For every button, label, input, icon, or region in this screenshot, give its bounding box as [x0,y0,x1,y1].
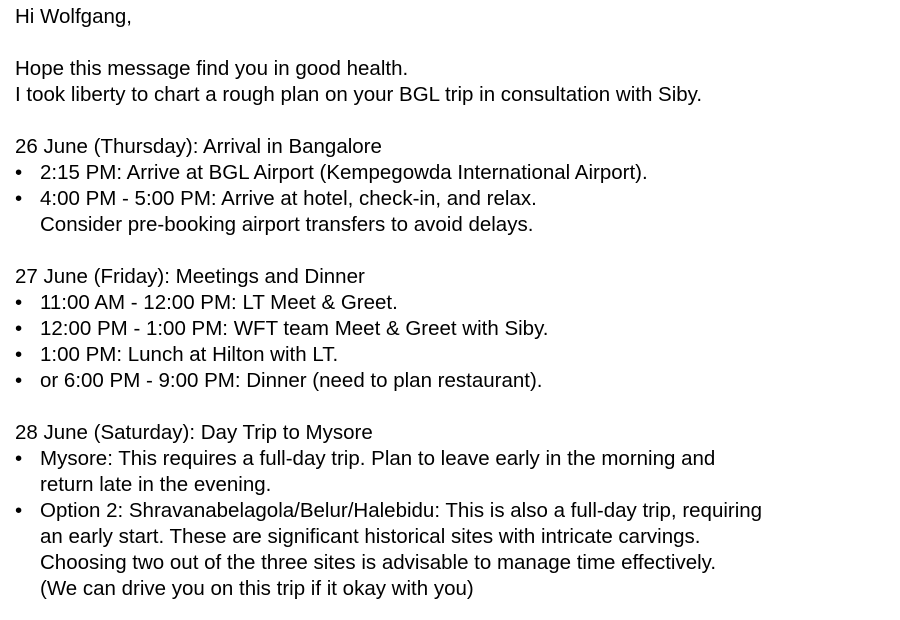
bullet-icon: • [15,317,23,340]
bullet-icon: • [15,343,23,366]
spacer [15,108,900,134]
day-section-28-june [15,420,900,602]
spacer [15,238,900,264]
list-item [15,186,900,212]
list-item [15,498,900,602]
list-item [15,368,900,394]
day-heading: 26 June (Thursday): Arrival in Bangalore [15,135,382,158]
list-item-text: Option 2: Shravanabelagola/Belur/Halebidu: This is also a full-day trip, requiring [40,499,763,522]
list-item-text: 12:00 PM - 1:00 PM: WFT team Meet & Greet with Siby. [40,317,549,340]
day-section-26-june [15,134,900,238]
list-item-text: 2:15 PM: Arrive at BGL Airport (Kempegowda International Airport). [40,161,648,184]
greeting: Hi Wolfgang, [15,5,132,28]
intro-line: Hope this message find you in good health. [15,57,409,80]
bullet-icon: • [15,369,23,392]
list-item-text: 1:00 PM: Lunch at Hilton with LT. [40,343,339,366]
bullet-icon: • [15,291,23,314]
list-item-text: Choosing two out of the three sites is advisable to manage time effectively. [40,551,717,574]
spacer [15,30,900,56]
list-item [15,342,900,368]
bullet-icon: • [15,161,23,184]
list-item [15,316,900,342]
day-note: Consider pre-booking airport transfers to avoid delays. [40,213,534,236]
list-item-text: return late in the evening. [40,473,272,496]
list-item-text: 11:00 AM - 12:00 PM: LT Meet & Greet. [40,291,398,314]
list-item [15,160,900,186]
day-heading: 27 June (Friday): Meetings and Dinner [15,265,365,288]
list-item [15,446,900,498]
spacer [15,394,900,420]
intro-line: I took liberty to chart a rough plan on your BGL trip in consultation with Siby. [15,83,703,106]
list-item [15,290,900,316]
bullet-icon: • [15,447,23,470]
list-item-text: an early start. These are significant historical sites with intricate carvings. [40,525,701,548]
day-section-27-june [15,264,900,394]
list-item-text: (We can drive you on this trip if it okay with you) [40,577,474,600]
bullet-icon: • [15,499,23,522]
list-item-text: 4:00 PM - 5:00 PM: Arrive at hotel, check-in, and relax. [40,187,537,210]
bullet-icon: • [15,187,23,210]
list-item-text: or 6:00 PM - 9:00 PM: Dinner (need to plan restaurant). [40,369,543,392]
list-item-text: Mysore: This requires a full-day trip. Plan to leave early in the morning and [40,447,716,470]
day-heading: 28 June (Saturday): Day Trip to Mysore [15,421,373,444]
